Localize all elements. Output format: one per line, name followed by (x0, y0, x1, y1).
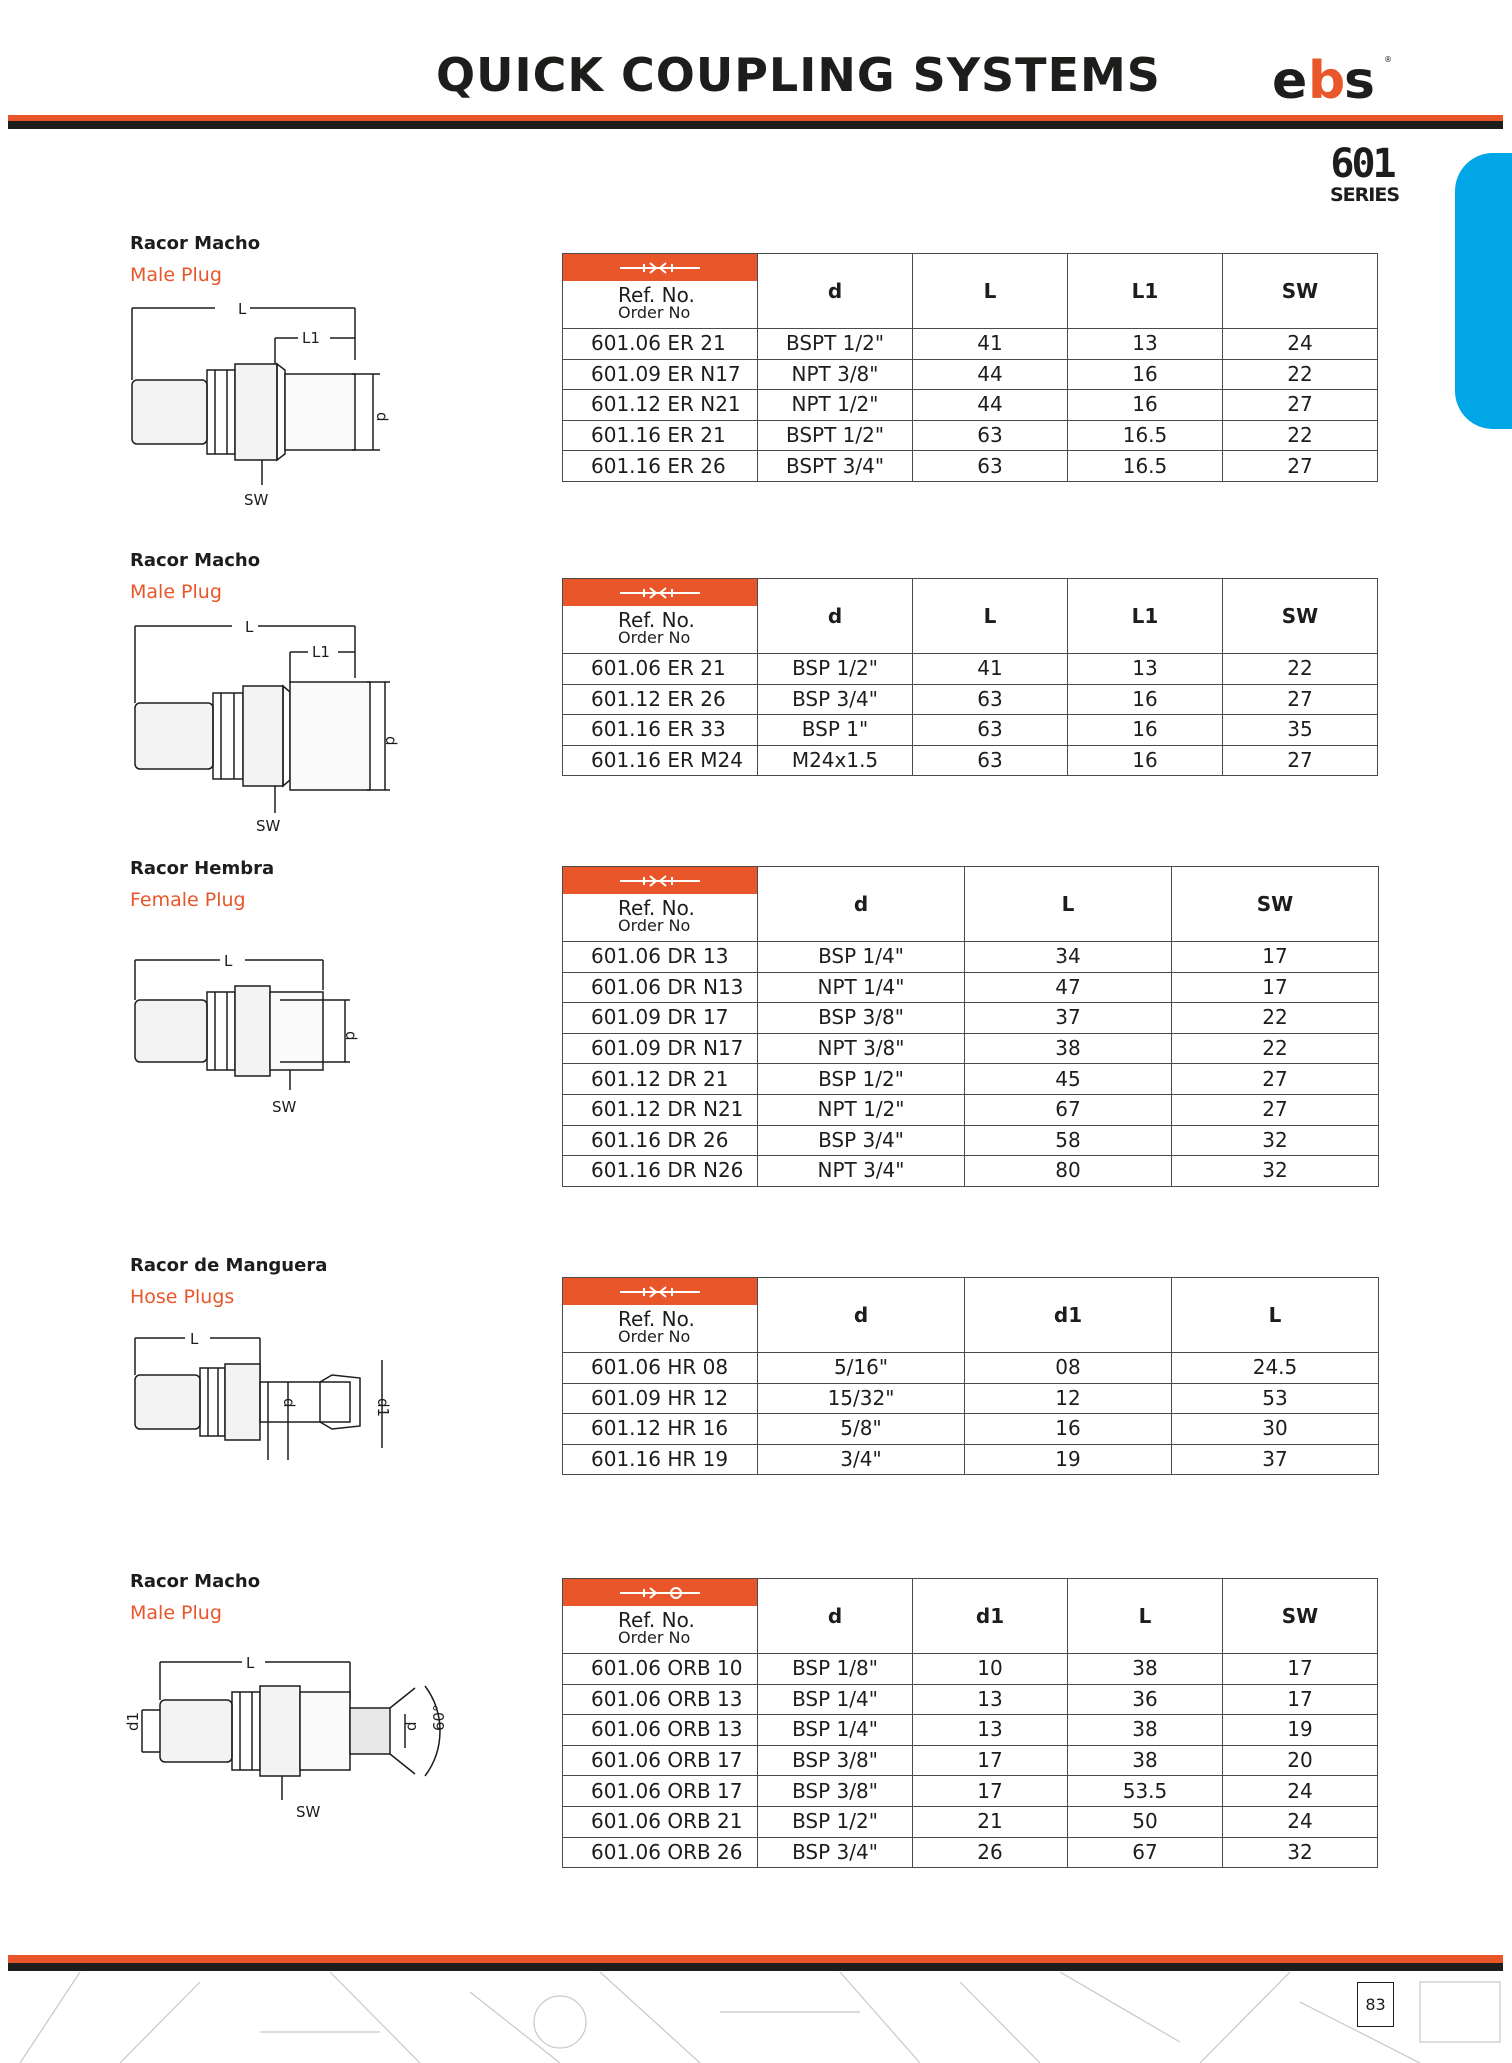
table-cell: 63 (913, 451, 1068, 482)
table-cell: M24x1.5 (758, 745, 913, 776)
column-header: L (1172, 1278, 1379, 1353)
table-cell: 67 (1068, 1837, 1223, 1868)
table-row (563, 1414, 1379, 1445)
table-cell: 601.09 ER N17 (563, 359, 758, 390)
table-female-plug-dr (562, 866, 1379, 1187)
page-title: QUICK COUPLING SYSTEMS (436, 48, 1161, 102)
table-cell: 34 (965, 942, 1172, 973)
dim-d-label: d (382, 736, 400, 746)
column-header: L (1068, 1579, 1223, 1654)
table-cell: 601.06 ORB 21 (563, 1806, 758, 1837)
table-cell: 601.06 ORB 17 (563, 1776, 758, 1807)
table-cell: 63 (913, 745, 1068, 776)
table-cell: 27 (1223, 390, 1378, 421)
table-cell: 24 (1223, 1776, 1378, 1807)
table-cell: 601.06 ORB 13 (563, 1715, 758, 1746)
table-cell: 19 (965, 1444, 1172, 1475)
table-cell: 27 (1223, 451, 1378, 482)
section-4-label (130, 1255, 327, 1308)
coupling-symbol-icon (563, 1579, 757, 1606)
table-cell: 17 (1223, 1654, 1378, 1685)
table-cell: 5/8" (758, 1414, 965, 1445)
ref-header-sub: Order No (618, 628, 691, 647)
column-header: SW (1172, 867, 1379, 942)
series-number: 601 (1330, 141, 1394, 187)
table-cell: 63 (913, 715, 1068, 746)
section-label-es: Racor Macho (130, 550, 261, 571)
dim-l1-label: L1 (312, 643, 330, 661)
table-row (563, 329, 1378, 360)
table-cell: BSPT 3/4" (758, 451, 913, 482)
table-cell: 45 (965, 1064, 1172, 1095)
column-header: d (758, 867, 965, 942)
table-cell: 32 (1223, 1837, 1378, 1868)
svg-text:s: s (1344, 52, 1375, 110)
dim-d1-label: d1 (374, 1398, 392, 1418)
column-header: SW (1223, 579, 1378, 654)
section-label-en: Hose Plugs (130, 1286, 235, 1308)
table-cell: 24.5 (1172, 1353, 1379, 1384)
table-cell: 21 (913, 1806, 1068, 1837)
table-cell: 601.16 ER 21 (563, 420, 758, 451)
ref-header-sub: Order No (618, 303, 691, 322)
table-cell: 601.06 ORB 17 (563, 1745, 758, 1776)
table-cell: 17 (913, 1745, 1068, 1776)
dim-l1-label: L1 (302, 329, 320, 347)
male-plug-orb-drawing (120, 1640, 480, 1830)
table-cell: NPT 1/2" (758, 1094, 965, 1125)
series-badge (1330, 141, 1400, 206)
table-cell: 601.06 ORB 10 (563, 1654, 758, 1685)
table-cell: 601.16 DR N26 (563, 1156, 758, 1187)
table-cell: 37 (965, 1003, 1172, 1034)
table-cell: NPT 3/8" (758, 359, 913, 390)
table-cell: 17 (913, 1776, 1068, 1807)
column-header: d1 (913, 1579, 1068, 1654)
table-cell: 16.5 (1068, 451, 1223, 482)
table-cell: BSP 3/8" (758, 1003, 965, 1034)
table-cell: 67 (965, 1094, 1172, 1125)
table-cell: 08 (965, 1353, 1172, 1384)
table-row (563, 942, 1379, 973)
column-header: SW (1223, 254, 1378, 329)
column-header: d (758, 579, 913, 654)
table-cell: NPT 1/2" (758, 390, 913, 421)
table-cell: 22 (1223, 359, 1378, 390)
table-cell: 22 (1223, 654, 1378, 685)
section-label-es: Racor Macho (130, 1571, 261, 1592)
section-label-es: Racor Macho (130, 233, 261, 254)
column-header: L (913, 254, 1068, 329)
table-row (563, 1654, 1378, 1685)
table-cell: 16 (1068, 715, 1223, 746)
table-row (563, 1064, 1379, 1095)
table-cell: 601.09 DR 17 (563, 1003, 758, 1034)
section-2-label (130, 550, 260, 603)
section-5-label (130, 1571, 260, 1624)
table-cell: 53 (1172, 1383, 1379, 1414)
table-cell: NPT 1/4" (758, 972, 965, 1003)
table-cell: 601.09 DR N17 (563, 1033, 758, 1064)
table-row (563, 684, 1378, 715)
table-row (563, 1156, 1379, 1187)
section-3-label (130, 858, 274, 911)
ref-header-main: Ref. No. (618, 1608, 695, 1632)
table-row (563, 1837, 1378, 1868)
table-male-plug-er-bspt (562, 253, 1378, 482)
table-cell: 5/16" (758, 1353, 965, 1384)
ref-header-main: Ref. No. (618, 608, 695, 632)
table-row (563, 1745, 1378, 1776)
table-cell: 27 (1223, 684, 1378, 715)
table-cell: 12 (965, 1383, 1172, 1414)
table-male-plug-orb (562, 1578, 1378, 1868)
table-cell: 601.12 DR 21 (563, 1064, 758, 1095)
table-cell: 601.06 HR 08 (563, 1353, 758, 1384)
section-label-es: Racor de Manguera (130, 1255, 328, 1276)
table-row (563, 420, 1378, 451)
ref-header-sub: Order No (618, 1628, 691, 1647)
table-cell: 24 (1223, 1806, 1378, 1837)
table-cell: 601.12 HR 16 (563, 1414, 758, 1445)
dim-sw-label: SW (244, 491, 269, 509)
table-cell: 22 (1172, 1003, 1379, 1034)
table-cell: 3/4" (758, 1444, 965, 1475)
dim-l-label: L (245, 618, 254, 636)
table-row (563, 1125, 1379, 1156)
header-rule-black (8, 121, 1503, 129)
table-cell: 16 (1068, 390, 1223, 421)
column-header: SW (1223, 1579, 1378, 1654)
table-cell: 10 (913, 1654, 1068, 1685)
table-cell: 13 (1068, 329, 1223, 360)
table-cell: 601.12 ER N21 (563, 390, 758, 421)
dim-l-label: L (246, 1654, 255, 1672)
coupling-symbol-icon (563, 1278, 757, 1305)
dim-d-label: d (402, 1721, 420, 1731)
ref-header-main: Ref. No. (618, 1307, 695, 1331)
column-header: d (758, 254, 913, 329)
ebs-logo (1270, 52, 1392, 110)
column-header: d (758, 1579, 913, 1654)
table-cell: 44 (913, 390, 1068, 421)
table-cell: 13 (1068, 654, 1223, 685)
table-cell: 37 (1172, 1444, 1379, 1475)
table-cell: BSP 3/8" (758, 1745, 913, 1776)
table-cell: 58 (965, 1125, 1172, 1156)
table-row (563, 1684, 1378, 1715)
male-plug-drawing (120, 290, 410, 515)
table-cell: 63 (913, 684, 1068, 715)
table-cell: 80 (965, 1156, 1172, 1187)
table-row (563, 1383, 1379, 1414)
section-label-en: Male Plug (130, 581, 222, 603)
ref-header-sub: Order No (618, 916, 691, 935)
table-cell: 38 (1068, 1654, 1223, 1685)
table-cell: BSP 1/4" (758, 942, 965, 973)
dim-l-label: L (190, 1330, 199, 1348)
series-label: SERIES (1330, 184, 1400, 206)
table-cell: 19 (1223, 1715, 1378, 1746)
table-cell: 601.16 ER M24 (563, 745, 758, 776)
table-cell: 601.12 ER 26 (563, 684, 758, 715)
table-row (563, 1033, 1379, 1064)
table-cell: 17 (1172, 942, 1379, 973)
dim-l-label: L (224, 952, 233, 970)
column-header: L (913, 579, 1068, 654)
table-cell: 13 (913, 1684, 1068, 1715)
table-cell: 601.16 HR 19 (563, 1444, 758, 1475)
svg-text:b: b (1308, 52, 1343, 110)
table-cell: NPT 3/4" (758, 1156, 965, 1187)
table-cell: 13 (913, 1715, 1068, 1746)
table-cell: 24 (1223, 329, 1378, 360)
dim-d-label: d (280, 1398, 298, 1408)
table-cell: BSP 1/2" (758, 1806, 913, 1837)
table-cell: 26 (913, 1837, 1068, 1868)
table-cell: BSP 1/8" (758, 1654, 913, 1685)
table-cell: 16 (1068, 684, 1223, 715)
table-row (563, 972, 1379, 1003)
table-cell: 38 (1068, 1715, 1223, 1746)
footer-rule-black (8, 1963, 1503, 1971)
coupling-symbol-icon (563, 579, 757, 606)
table-row (563, 1353, 1379, 1384)
table-cell: 38 (1068, 1745, 1223, 1776)
table-cell: BSP 1/4" (758, 1684, 913, 1715)
dim-d-label: d (342, 1031, 360, 1041)
table-cell: 44 (913, 359, 1068, 390)
dim-l-label: L (238, 300, 247, 318)
ref-header (563, 1579, 758, 1654)
table-cell: 15/32" (758, 1383, 965, 1414)
table-cell: 22 (1172, 1033, 1379, 1064)
dim-angle-label: 60° (430, 1704, 448, 1731)
table-cell: 32 (1172, 1156, 1379, 1187)
table-cell: BSP 1/4" (758, 1715, 913, 1746)
table-cell: BSP 1/2" (758, 654, 913, 685)
table-cell: 63 (913, 420, 1068, 451)
table-cell: BSP 3/8" (758, 1776, 913, 1807)
table-cell: 30 (1172, 1414, 1379, 1445)
table-cell: 41 (913, 329, 1068, 360)
table-cell: 47 (965, 972, 1172, 1003)
table-row (563, 745, 1378, 776)
table-row (563, 1715, 1378, 1746)
table-cell: 27 (1172, 1064, 1379, 1095)
dim-sw-label: SW (296, 1803, 321, 1821)
ref-header-sub: Order No (618, 1327, 691, 1346)
hose-plug-drawing (120, 1320, 400, 1470)
table-cell: 601.06 ER 21 (563, 329, 758, 360)
table-cell: 16 (1068, 359, 1223, 390)
ref-header (563, 867, 758, 942)
table-cell: 601.06 ORB 26 (563, 1837, 758, 1868)
coupling-symbol-icon (563, 254, 757, 281)
ref-header-main: Ref. No. (618, 896, 695, 920)
coupling-symbol-icon (563, 867, 757, 894)
column-header: L1 (1068, 579, 1223, 654)
footer-rule-orange (8, 1955, 1503, 1963)
ref-header-main: Ref. No. (618, 283, 695, 307)
table-cell: BSP 3/4" (758, 1837, 913, 1868)
table-cell: 38 (965, 1033, 1172, 1064)
column-header: d (758, 1278, 965, 1353)
table-cell: 601.16 ER 26 (563, 451, 758, 482)
page-number: 83 (1357, 1982, 1394, 2027)
table-cell: 50 (1068, 1806, 1223, 1837)
male-plug-drawing (120, 608, 410, 838)
table-cell: 35 (1223, 715, 1378, 746)
table-cell: 53.5 (1068, 1776, 1223, 1807)
table-cell: 601.06 DR N13 (563, 972, 758, 1003)
column-header: L (965, 867, 1172, 942)
section-label-en: Female Plug (130, 889, 246, 911)
dim-sw-label: SW (272, 1098, 297, 1116)
table-cell: 601.06 DR 13 (563, 942, 758, 973)
svg-text:e: e (1272, 52, 1305, 110)
table-cell: 22 (1223, 420, 1378, 451)
table-cell: 17 (1223, 1684, 1378, 1715)
table-row (563, 451, 1378, 482)
table-cell: NPT 3/8" (758, 1033, 965, 1064)
table-row (563, 1094, 1379, 1125)
table-row (563, 715, 1378, 746)
table-cell: BSP 3/4" (758, 1125, 965, 1156)
table-row (563, 654, 1378, 685)
table-cell: 601.12 DR N21 (563, 1094, 758, 1125)
section-1-label (130, 233, 260, 286)
table-cell: 41 (913, 654, 1068, 685)
column-header: d1 (965, 1278, 1172, 1353)
table-cell: 16 (1068, 745, 1223, 776)
table-hose-plug-hr (562, 1277, 1379, 1475)
dim-d-label: d (373, 412, 391, 422)
table-row (563, 1444, 1379, 1475)
section-label-en: Male Plug (130, 264, 222, 286)
table-row (563, 1003, 1379, 1034)
table-cell: BSPT 1/2" (758, 329, 913, 360)
section-tab (1455, 153, 1512, 429)
table-cell: 601.16 DR 26 (563, 1125, 758, 1156)
table-row (563, 390, 1378, 421)
table-cell: 601.16 ER 33 (563, 715, 758, 746)
table-row (563, 359, 1378, 390)
table-cell: 27 (1172, 1094, 1379, 1125)
section-label-en: Male Plug (130, 1602, 222, 1624)
female-plug-drawing (120, 940, 380, 1130)
table-cell: 601.09 HR 12 (563, 1383, 758, 1414)
table-cell: 16 (965, 1414, 1172, 1445)
table-cell: 36 (1068, 1684, 1223, 1715)
table-cell: BSP 1" (758, 715, 913, 746)
table-male-plug-er-bsp (562, 578, 1378, 776)
footer-technical-pattern (0, 1972, 1512, 2063)
svg-text:®: ® (1384, 55, 1392, 64)
ref-header (563, 1278, 758, 1353)
ref-header (563, 579, 758, 654)
column-header: L1 (1068, 254, 1223, 329)
table-cell: 601.06 ORB 13 (563, 1684, 758, 1715)
dim-d1-label: d1 (124, 1711, 142, 1731)
table-cell: 16.5 (1068, 420, 1223, 451)
dim-sw-label: SW (256, 817, 281, 835)
table-cell: 601.06 ER 21 (563, 654, 758, 685)
table-cell: BSPT 1/2" (758, 420, 913, 451)
table-row (563, 1806, 1378, 1837)
table-cell: 32 (1172, 1125, 1379, 1156)
table-cell: 17 (1172, 972, 1379, 1003)
table-row (563, 1776, 1378, 1807)
table-cell: BSP 1/2" (758, 1064, 965, 1095)
ref-header (563, 254, 758, 329)
section-label-es: Racor Hembra (130, 858, 275, 879)
table-cell: 27 (1223, 745, 1378, 776)
table-cell: 20 (1223, 1745, 1378, 1776)
table-cell: BSP 3/4" (758, 684, 913, 715)
